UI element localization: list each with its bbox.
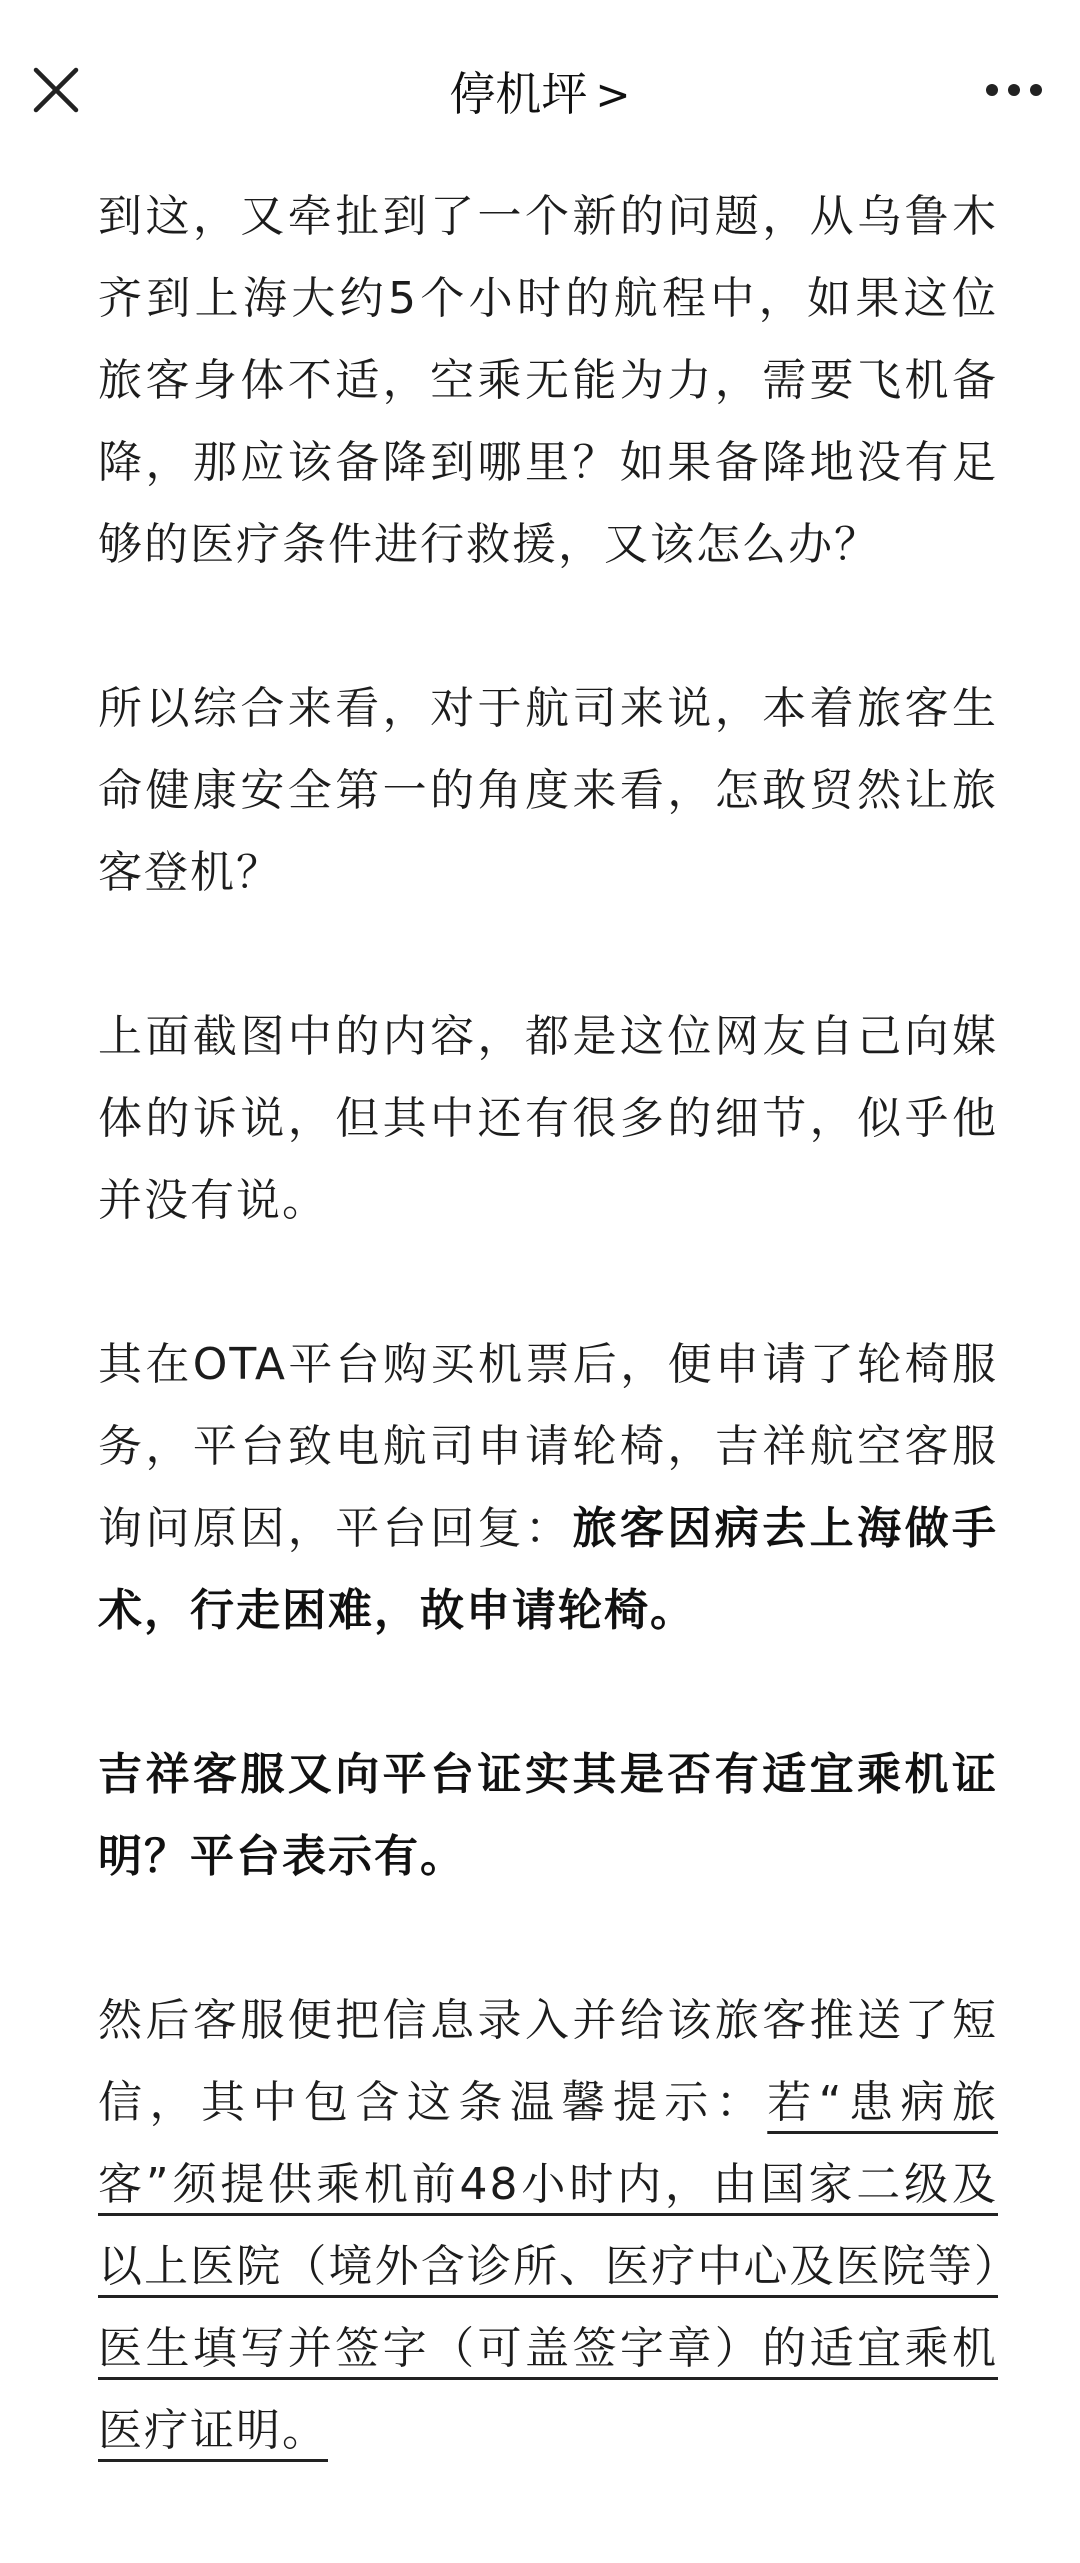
more-button[interactable] [980, 66, 1048, 114]
paragraph-4-bold-text: 旅客因病去上海做手术，行走困难，故申请轮椅。 [98, 1503, 999, 1636]
chevron-right-icon: > [595, 70, 631, 119]
paragraph-1: 到这，又牵扯到了一个新的问题，从乌鲁木齐到上海大约5个小时的航程中，如果这位旅客身体不适，空乘无能为力，需要飞机备降，那应该备降到哪里？如果备降地没有足够的医疗条件进行救援，又该怎么办？ [98, 191, 998, 570]
paragraph-6-text: 然后客服便把信息录入并给该旅客推送了短信，其中包含这条温馨提示： [98, 1995, 998, 2128]
paragraph-5: 吉祥客服又向平台证实其是否有适宜乘机证明？平台表示有。 [98, 1749, 998, 1882]
paragraph-6 [98, 1980, 998, 2472]
page-title: 停机坪 [449, 67, 588, 121]
paragraph-6-underlined-text: 若“患病旅客”须提供乘机前48小时内，由国家二级及以上医院（境外含诊所、医疗中心及医院等）医生填写并签字（可盖签字章）的适宜乘机医疗证明。 [98, 2077, 999, 2456]
account-title-link[interactable] [0, 64, 1080, 125]
more-horizontal-icon [980, 66, 1048, 114]
paragraph-4 [98, 1324, 998, 1652]
article-body [98, 176, 998, 2472]
top-bar [0, 0, 1080, 158]
paragraph-3: 上面截图中的内容，都是这位网友自己向媒体的诉说，但其中还有很多的细节，似乎他并没有说。 [98, 1011, 998, 1226]
paragraph-4-text: 其在OTA平台购买机票后，便申请了轮椅服务，平台致电航司申请轮椅，吉祥航空客服询问原因，平台回复： [98, 1339, 998, 1554]
paragraph-2: 所以综合来看，对于航司来说，本着旅客生命健康安全第一的角度来看，怎敢贸然让旅客登机？ [98, 683, 998, 898]
